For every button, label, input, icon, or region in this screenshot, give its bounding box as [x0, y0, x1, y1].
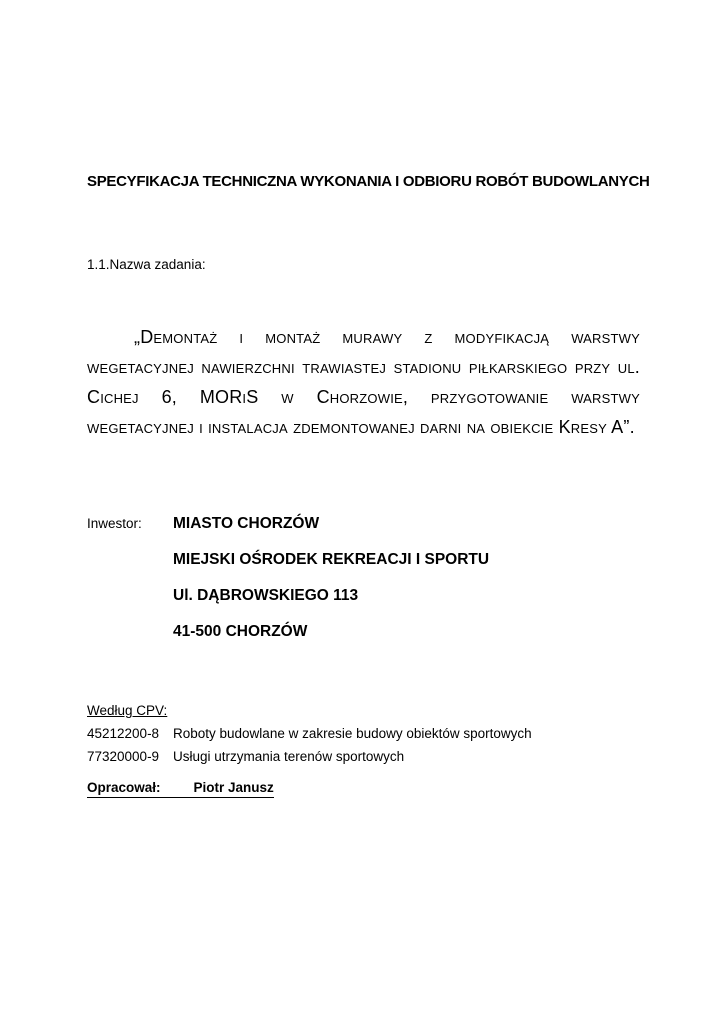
cpv-description: Roboty budowlane w zakresie budowy obiektów sportowych — [173, 726, 532, 741]
cpv-heading: Według CPV: — [87, 703, 168, 718]
investor-organization: MIEJSKI OŚRODEK REKREACJI I SPORTU — [173, 551, 490, 568]
cpv-block — [87, 699, 640, 768]
cpv-code: 45212200-8 — [87, 726, 160, 741]
cpv-row — [87, 722, 640, 745]
author-underline — [87, 779, 274, 798]
investor-lines — [173, 506, 640, 650]
author-name: Piotr Janusz — [193, 780, 274, 795]
author-block — [87, 779, 274, 798]
investor-block — [87, 506, 640, 650]
section-label: 1.1.Nazwa zadania: — [87, 257, 206, 272]
investor-postal-city: 41-500 CHORZÓW — [173, 623, 308, 640]
investor-label: Inwestor: — [87, 516, 142, 531]
investor-street: Ul. DĄBROWSKIEGO 113 — [173, 587, 359, 604]
investor-city: MIASTO CHORZÓW — [173, 515, 320, 532]
document-title: SPECYFIKACJA TECHNICZNA WYKONANIA I ODBIORU ROBÓT BUDOWLANYCH — [87, 173, 650, 190]
cpv-description: Usługi utrzymania terenów sportowych — [173, 749, 405, 764]
cpv-heading-row — [87, 699, 640, 722]
task-name-paragraph: „Demontaż i montaż murawy z modyfikacją warstwy wegetacyjnej nawierzchni trawiastej stadionu piłkarskiego przy ul. Cichej 6, MORiS w Chorzowie, przygotowanie warstwy wegetacyjnej i instalacja zdemontowanej darni na obiekcie Kresy A”. — [87, 327, 640, 437]
cpv-code: 77320000-9 — [87, 749, 160, 764]
author-label: Opracował: — [87, 780, 161, 795]
cpv-row — [87, 745, 640, 768]
